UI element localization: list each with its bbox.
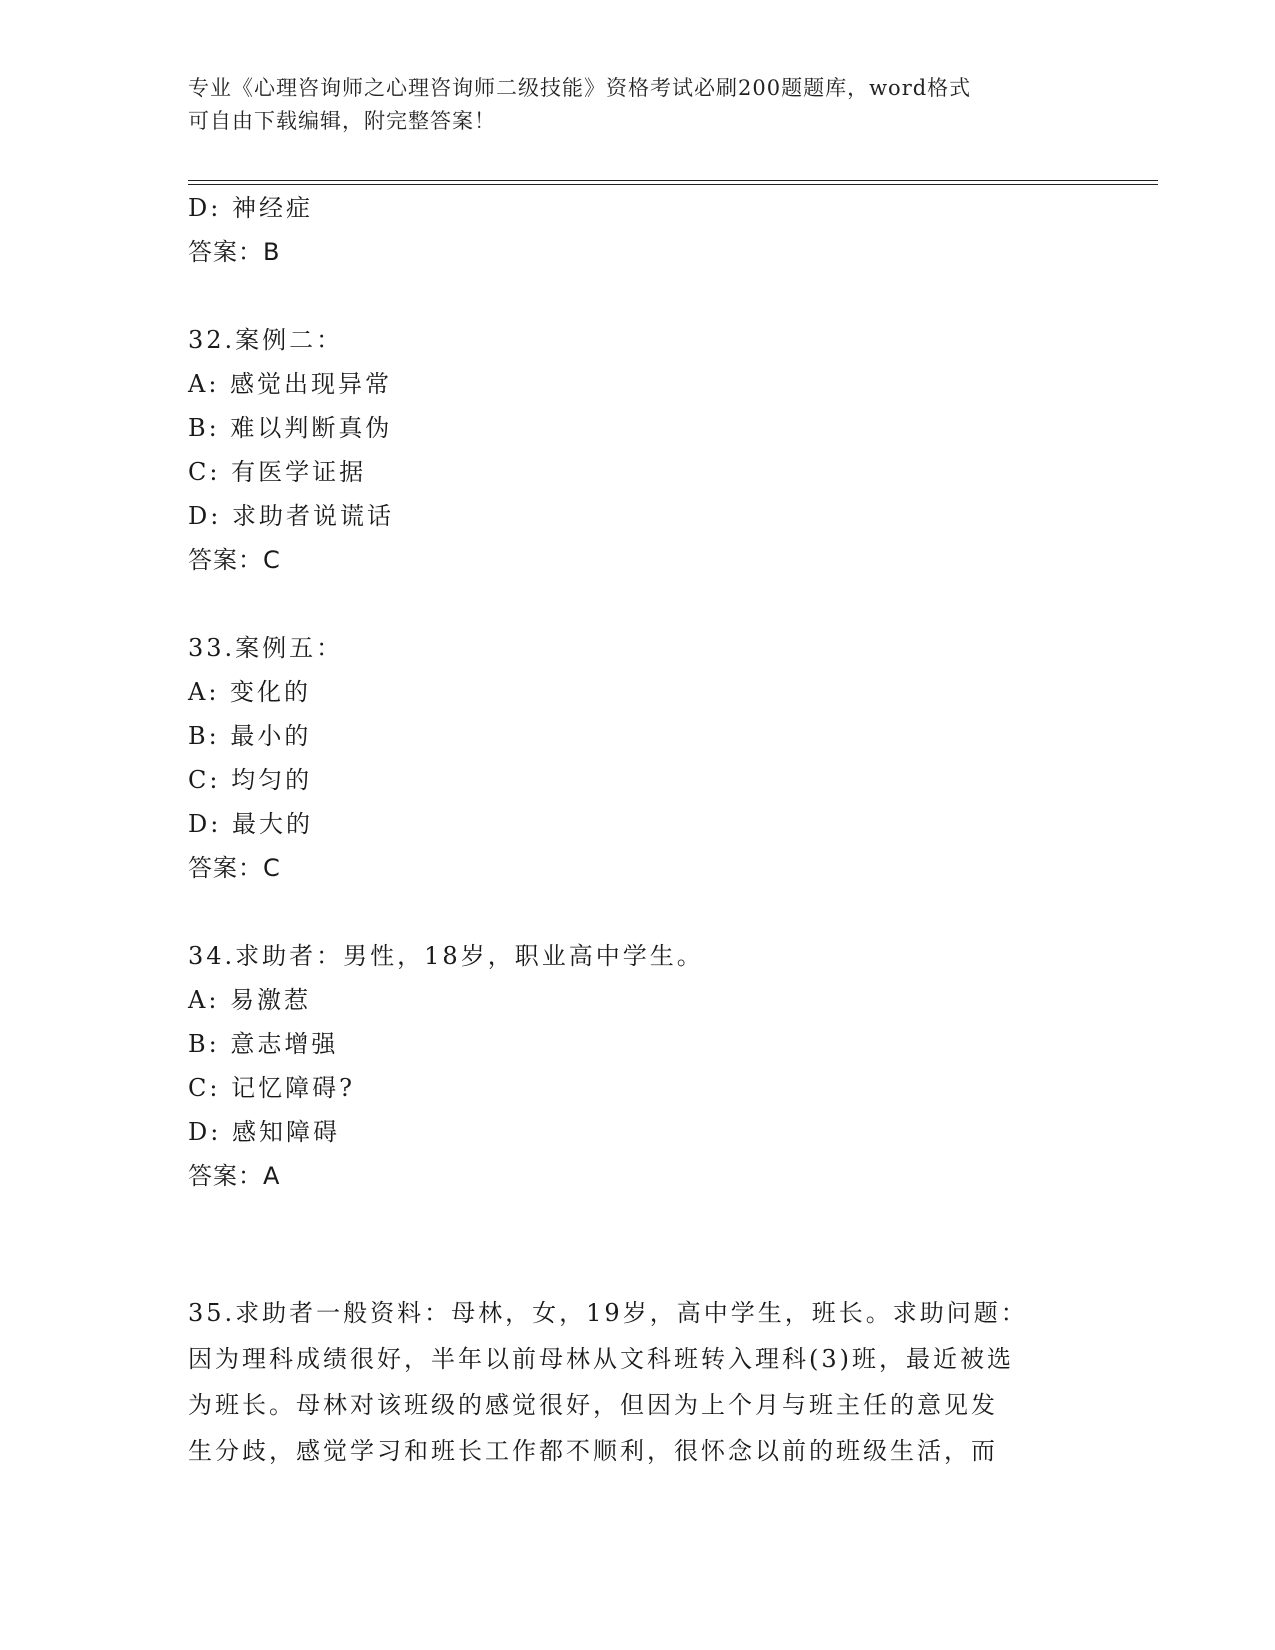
question-35-paragraph <box>188 1290 1088 1474</box>
question-33-option-b: B: 最小的 <box>188 722 312 750</box>
header-line-2: 可自由下载编辑，附完整答案！ <box>188 109 496 133</box>
question-35-line-4: 生分歧，感觉学习和班长工作都不顺利，很怀念以前的班级生活，而 <box>188 1437 998 1465</box>
document-header <box>188 72 1068 138</box>
question-33-stem: 33.案例五： <box>188 634 344 662</box>
question-35-line-2: 因为理科成绩很好，半年以前母林从文科班转入理科(3)班，最近被选 <box>188 1345 1014 1373</box>
question-32-answer: 答案：C <box>188 546 281 574</box>
question-34-answer: 答案：A <box>188 1162 281 1190</box>
question-35-line-3: 为班长。母林对该班级的感觉很好，但因为上个月与班主任的意见发 <box>188 1391 998 1419</box>
question-34-option-b: B: 意志增强 <box>188 1030 339 1058</box>
question-33-option-d: D: 最大的 <box>188 810 313 838</box>
question-32-stem: 32.案例二： <box>188 326 344 354</box>
question-32-option-b: B: 难以判断真伪 <box>188 414 393 442</box>
question-33-option-a: A: 变化的 <box>188 678 312 706</box>
prev-option-d: D: 神经症 <box>188 194 313 222</box>
header-line-1: 专业《心理咨询师之心理咨询师二级技能》资格考试必刷200题题库，word格式 <box>188 76 972 100</box>
question-32-option-a: A: 感觉出现异常 <box>188 370 393 398</box>
header-rule-bottom <box>188 184 1158 185</box>
question-32-option-c: C: 有医学证据 <box>188 458 367 486</box>
question-35-line-1: 35.求助者一般资料：母林，女，19岁，高中学生，班长。求助问题： <box>188 1299 1028 1327</box>
question-33-answer: 答案：C <box>188 854 281 882</box>
question-32-option-d: D: 求助者说谎话 <box>188 502 394 530</box>
header-rule-top <box>188 180 1158 181</box>
question-34-option-d: D: 感知障碍 <box>188 1118 340 1146</box>
question-34-stem: 34.求助者：男性，18岁，职业高中学生。 <box>188 942 704 970</box>
prev-answer: 答案：B <box>188 238 281 266</box>
question-34-option-a: A: 易激惹 <box>188 986 312 1014</box>
question-34-option-c: C: 记忆障碍? <box>188 1074 355 1102</box>
question-33-option-c: C: 均匀的 <box>188 766 313 794</box>
